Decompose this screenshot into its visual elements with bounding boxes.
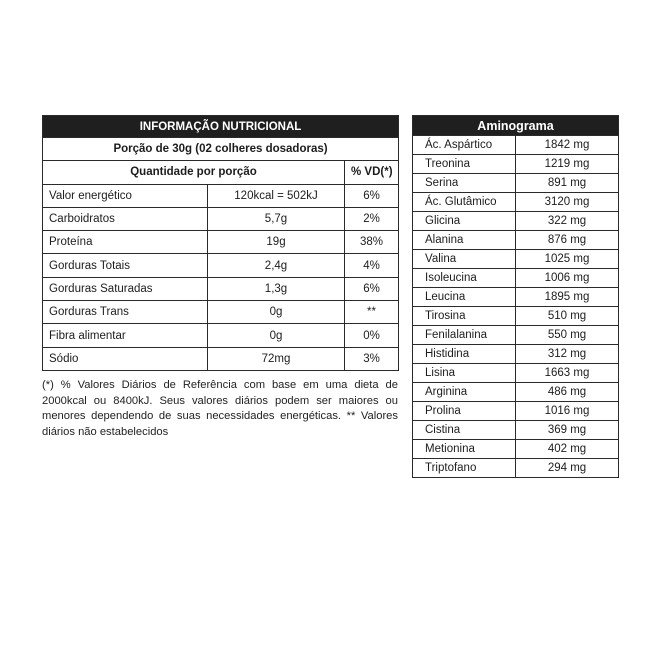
amino-value: 294 mg	[516, 459, 619, 478]
portion-text: Porção de 30g (02 colheres dosadoras)	[43, 138, 399, 161]
amino-value: 1895 mg	[516, 288, 619, 307]
amino-value: 369 mg	[516, 421, 619, 440]
amino-name: Prolina	[413, 402, 516, 421]
table-row	[43, 324, 399, 347]
amino-name: Histidina	[413, 345, 516, 364]
table-row	[413, 421, 619, 440]
nutrient-vd: 38%	[345, 231, 399, 254]
aminogram-title-row	[413, 116, 619, 136]
amino-value: 1025 mg	[516, 250, 619, 269]
nutrition-title: INFORMAÇÃO NUTRICIONAL	[43, 116, 399, 138]
table-row	[43, 277, 399, 300]
nutrient-amount: 0g	[208, 301, 345, 324]
nutrient-amount: 0g	[208, 324, 345, 347]
nutrient-amount: 120kcal = 502kJ	[208, 184, 345, 207]
amino-name: Tirosina	[413, 307, 516, 326]
nutrient-name: Proteína	[43, 231, 208, 254]
amino-value: 486 mg	[516, 383, 619, 402]
table-row	[413, 307, 619, 326]
amino-name: Glicina	[413, 212, 516, 231]
amino-value: 1006 mg	[516, 269, 619, 288]
amino-name: Serina	[413, 174, 516, 193]
amino-value: 550 mg	[516, 326, 619, 345]
amino-name: Cistina	[413, 421, 516, 440]
nutrient-amount: 72mg	[208, 347, 345, 370]
amino-name: Ác. Glutâmico	[413, 193, 516, 212]
amino-value: 1663 mg	[516, 364, 619, 383]
amino-value: 1842 mg	[516, 136, 619, 155]
table-row	[413, 212, 619, 231]
amino-name: Valina	[413, 250, 516, 269]
amino-value: 1016 mg	[516, 402, 619, 421]
table-row	[413, 155, 619, 174]
table-row	[413, 402, 619, 421]
amino-name: Lisina	[413, 364, 516, 383]
table-row	[413, 345, 619, 364]
column-header-row	[43, 161, 399, 184]
table-row	[413, 364, 619, 383]
table-row	[413, 269, 619, 288]
table-row	[413, 250, 619, 269]
amino-value: 312 mg	[516, 345, 619, 364]
nutrient-name: Gorduras Saturadas	[43, 277, 208, 300]
amino-value: 3120 mg	[516, 193, 619, 212]
footnote: (*) % Valores Diários de Referência com base em uma dieta de 2000kcal ou 8400kJ. Seus valores diários podem ser maiores ou menores dependendo de suas necessidades energéticas. ** Valores diários não estabelecidos	[42, 379, 398, 438]
table-row	[43, 207, 399, 230]
nutrient-amount: 1,3g	[208, 277, 345, 300]
amino-value: 1219 mg	[516, 155, 619, 174]
table-row	[43, 301, 399, 324]
nutrient-vd: 3%	[345, 347, 399, 370]
nutrient-vd: 6%	[345, 184, 399, 207]
nutrition-title-row	[43, 116, 399, 138]
table-row	[413, 440, 619, 459]
table-row	[413, 383, 619, 402]
nutrient-vd: 0%	[345, 324, 399, 347]
amino-value: 402 mg	[516, 440, 619, 459]
amino-name: Isoleucina	[413, 269, 516, 288]
amino-name: Arginina	[413, 383, 516, 402]
amino-name: Alanina	[413, 231, 516, 250]
table-row	[43, 347, 399, 370]
nutrient-name: Gorduras Totais	[43, 254, 208, 277]
amino-name: Metionina	[413, 440, 516, 459]
table-row	[413, 459, 619, 478]
table-row	[413, 326, 619, 345]
table-row	[43, 254, 399, 277]
amino-value: 510 mg	[516, 307, 619, 326]
table-row	[413, 174, 619, 193]
nutrient-amount: 2,4g	[208, 254, 345, 277]
nutrition-rows	[43, 184, 399, 370]
nutrient-vd: 2%	[345, 207, 399, 230]
nutrient-vd: 4%	[345, 254, 399, 277]
aminogram-title: Aminograma	[413, 116, 619, 136]
table-row	[413, 193, 619, 212]
nutrient-name: Fibra alimentar	[43, 324, 208, 347]
aminogram-table	[412, 115, 619, 478]
table-row	[413, 231, 619, 250]
nutrient-amount: 19g	[208, 231, 345, 254]
nutrient-vd: **	[345, 301, 399, 324]
nutrition-table	[42, 115, 399, 371]
qty-header: Quantidade por porção	[43, 161, 345, 184]
amino-name: Fenilalanina	[413, 326, 516, 345]
table-row	[413, 136, 619, 155]
portion-row	[43, 138, 399, 161]
amino-name: Treonina	[413, 155, 516, 174]
table-row	[43, 184, 399, 207]
table-row	[413, 288, 619, 307]
amino-value: 876 mg	[516, 231, 619, 250]
table-row	[43, 231, 399, 254]
nutrient-amount: 5,7g	[208, 207, 345, 230]
amino-value: 891 mg	[516, 174, 619, 193]
nutrient-name: Gorduras Trans	[43, 301, 208, 324]
aminogram-rows	[413, 136, 619, 478]
amino-name: Triptofano	[413, 459, 516, 478]
amino-value: 322 mg	[516, 212, 619, 231]
amino-name: Ác. Aspártico	[413, 136, 516, 155]
nutrient-name: Valor energético	[43, 184, 208, 207]
nutrient-name: Carboidratos	[43, 207, 208, 230]
amino-name: Leucina	[413, 288, 516, 307]
vd-header: % VD(*)	[345, 161, 399, 184]
nutrient-vd: 6%	[345, 277, 399, 300]
nutrient-name: Sódio	[43, 347, 208, 370]
